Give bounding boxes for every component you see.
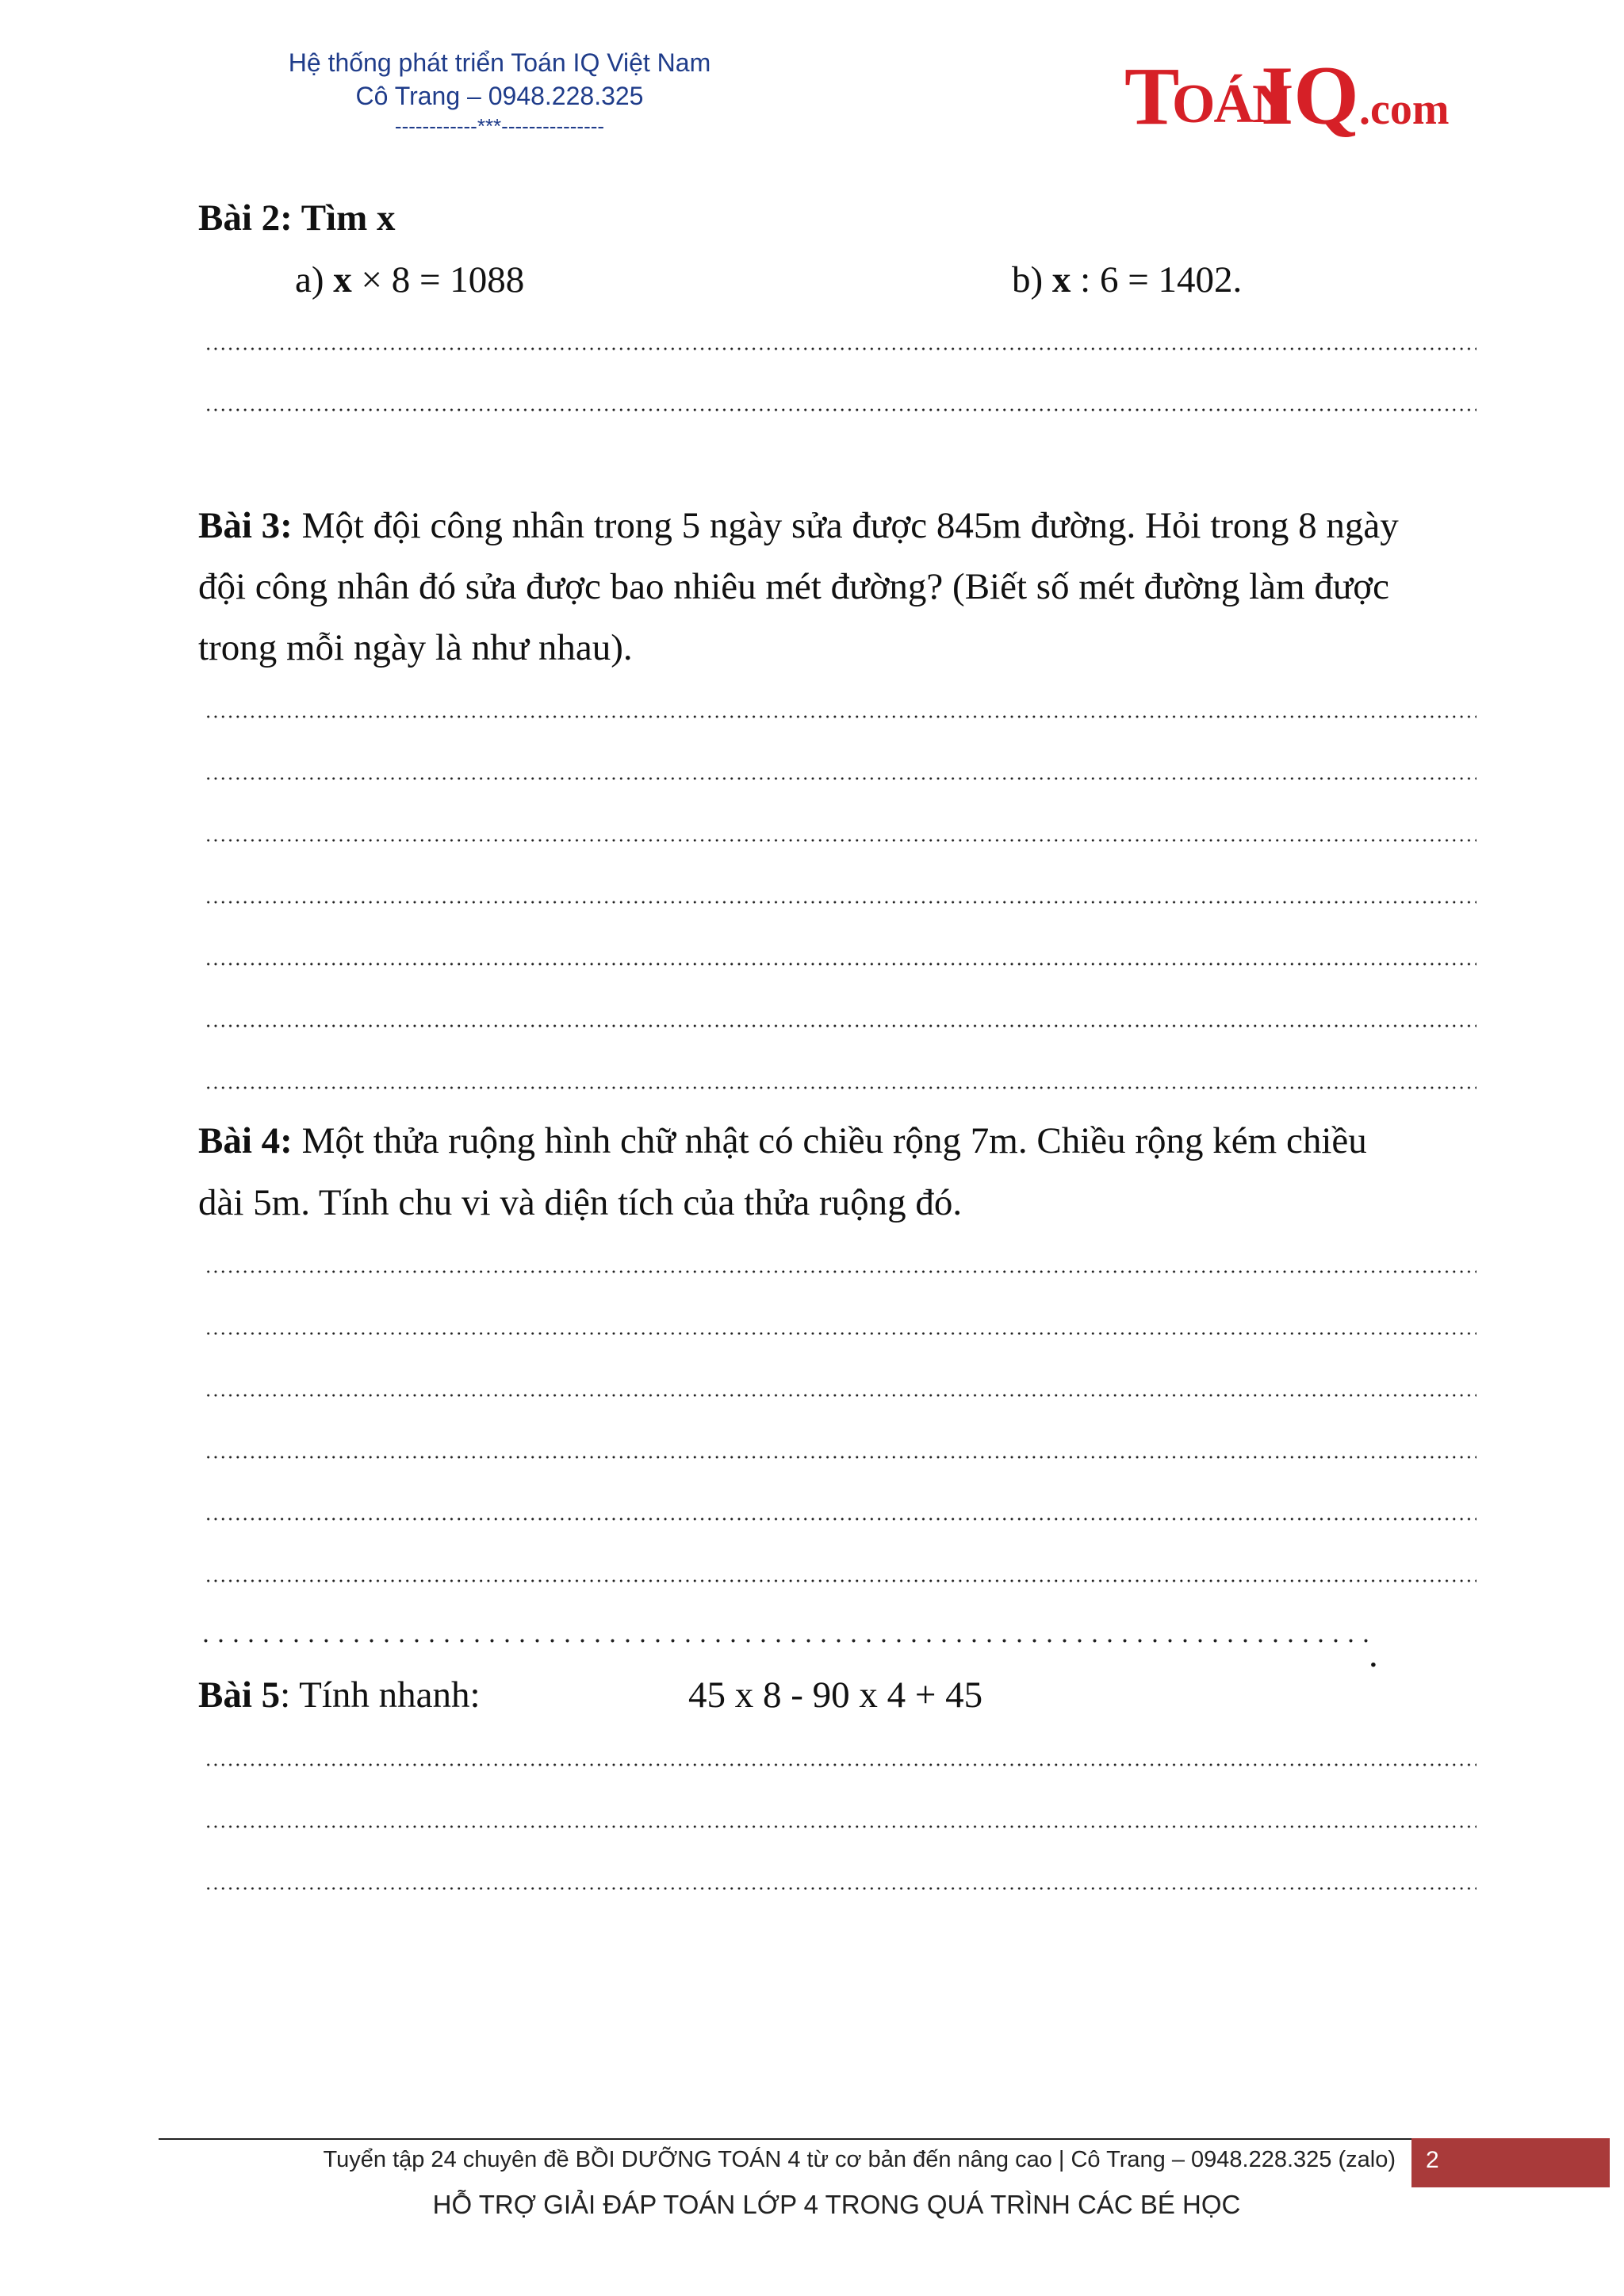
bai3-line-3: trong mỗi ngày là như nhau). bbox=[198, 627, 633, 668]
bai2-title: Bài 2: Tìm x bbox=[198, 197, 396, 239]
bai2-part-a: a) x × 8 = 1088 bbox=[295, 259, 525, 300]
bai2-part-b: b) x : 6 = 1402. bbox=[1012, 259, 1243, 300]
toaniq-logo: T OÁN IQ .com bbox=[1124, 49, 1450, 142]
answer-line[interactable] bbox=[205, 1517, 1477, 1521]
bai3-line-1: Bài 3: Một đội công nhân trong 5 ngày sửa được 845m đường. Hỏi trong 8 ngày bbox=[198, 505, 1399, 546]
footer-text: Tuyển tập 24 chuyên đề BỒI DƯỠNG TOÁN 4 từ cơ bản đến nâng cao | Cô Trang – 0948.228.325 (zalo) bbox=[323, 2147, 1396, 2172]
header-line-1: Hệ thống phát triển Toán IQ Việt Nam bbox=[288, 48, 711, 77]
answer-line[interactable] bbox=[205, 408, 1477, 411]
answer-line[interactable] bbox=[205, 962, 1477, 966]
page-number-box bbox=[1411, 2138, 1610, 2187]
answer-line[interactable] bbox=[205, 839, 1477, 842]
bai5-expression: 45 x 8 - 90 x 4 + 45 bbox=[688, 1674, 983, 1716]
period-mark: . bbox=[1369, 1634, 1378, 1675]
answer-line[interactable] bbox=[205, 1456, 1477, 1459]
answer-line[interactable] bbox=[205, 1825, 1477, 1828]
answer-line[interactable] bbox=[205, 715, 1477, 718]
footer-subline: HỖ TRỢ GIẢI ĐÁP TOÁN LỚP 4 TRONG QUÁ TRÌNH CÁC BÉ HỌC bbox=[432, 2190, 1241, 2219]
bai4-line-2: dài 5m. Tính chu vi và diện tích của thửa ruộng đó. bbox=[198, 1182, 963, 1223]
answer-line[interactable] bbox=[205, 777, 1477, 780]
answer-line[interactable] bbox=[198, 1639, 1369, 1643]
answer-line[interactable] bbox=[205, 1394, 1477, 1397]
answer-line[interactable] bbox=[205, 1332, 1477, 1335]
bai3-line-2: đội công nhân đó sửa được bao nhiêu mét đường? (Biết số mét đường làm được bbox=[198, 566, 1390, 607]
bai4-line-1: Bài 4: Một thửa ruộng hình chữ nhật có chiều rộng 7m. Chiều rộng kém chiều bbox=[198, 1120, 1367, 1161]
answer-line[interactable] bbox=[205, 1579, 1477, 1582]
answer-line[interactable] bbox=[205, 1086, 1477, 1089]
footer-divider bbox=[159, 2138, 1411, 2140]
answer-line[interactable] bbox=[205, 901, 1477, 904]
answer-line[interactable] bbox=[205, 1270, 1477, 1273]
header-line-3: ------------***--------------- bbox=[394, 114, 605, 138]
page-number: 2 bbox=[1426, 2147, 1439, 2173]
answer-line[interactable] bbox=[205, 347, 1477, 350]
header-line-2: Cô Trang – 0948.228.325 bbox=[355, 82, 644, 110]
answer-line[interactable] bbox=[205, 1887, 1477, 1890]
page-header bbox=[238, 46, 761, 140]
bai5-title: Bài 5: Tính nhanh: bbox=[198, 1674, 481, 1716]
answer-line[interactable] bbox=[205, 1024, 1477, 1027]
answer-line[interactable] bbox=[205, 1763, 1477, 1766]
